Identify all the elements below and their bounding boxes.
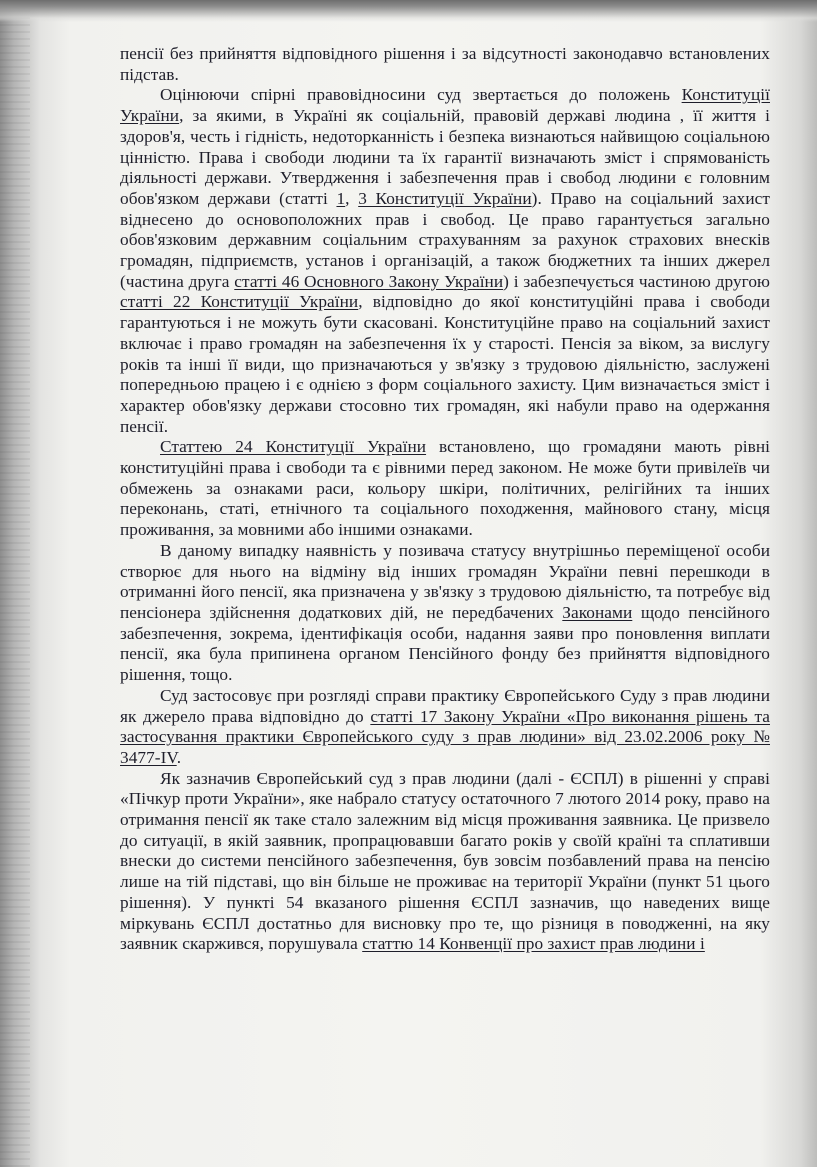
text: пенсії без прийняття відповідного рішення і за відсутності законодавчо встановлених підстав. [120,44,770,84]
link-law-3477[interactable]: статті 17 Закону України «Про виконання рішень та застосування практики Європейського суду з прав людини» від 23.02.2006 року № 3477-IV [120,706,770,767]
document-body [120,44,770,955]
text: ) і забезпечується частиною другою [503,271,770,291]
link-article-46[interactable]: статті 46 Основного Закону України [234,271,504,291]
paragraph-3 [120,437,770,541]
text: , відповідно до якої конституційні права і свободи гарантуються і не можуть бути скасовані. Конституційне право на соціальний захист включає і право громадян на забезпечення їх у старості. Пенсія за віком, за вислугу років та інші її види, що призначаються у зв'язку з трудовою діяльністю, заслужені попередньою працею і є однією з форм соціального захисту. Цим визначається зміст і характер обов'язку держави стосовно тих громадян, які набули право на одержання пенсії. [120,292,770,436]
link-laws[interactable]: Законами [562,602,633,622]
text: ). Право на соціальний захист віднесено до основоположних прав і свобод. Це право гарантується загально обов'язковим державним соціальним страхуванням за рахунок страхових внесків громадян, підприємств, установ і організацій, а також бюджетних та інших джерел (частина друга [120,188,770,291]
link-article-1[interactable]: 1 [336,188,346,208]
link-article-22[interactable]: статті 22 Конституції України [120,292,359,312]
link-article-24[interactable]: Статтею 24 Конституції України [160,437,427,457]
text: , за якими, в Україні як соціальній, правовій державі людина , її життя і здоров'я, честь і гідність, недоторканність і безпека визнаються найвищою соціальною цінністю. Права і свободи людини та їх гарантії визначають зміст і спрямованість діяльності держави. Утвердження і забезпечення прав і свобод людини є головним обов'язком держави (статті [120,106,770,208]
paragraph-4 [120,541,770,686]
text: Оцінюючи спірні правовідносини суд звертається до положень [160,85,682,105]
text: В даному випадку наявність у позивача статусу внутрішньо переміщеної особи створює для нього на відміну від інших громадян України певні перешкоди в отриманні його пенсії, яка призначена у зв'язку з трудовою діяльністю, та потребує від пенсіонера здійснення додаткових дій, не передбачених [120,540,770,622]
scan-edge-shadow [0,0,817,22]
text: Суд застосовує при розгляді справи практику Європейського Суду з прав людини як джерело права відповідно до [120,685,770,726]
text: Як зазначив Європейський суд з прав людини (далі - ЄСПЛ) в рішенні у справі «Пічкур проти України», яке набрало статусу остаточного 7 лютого 2014 року, право на отримання пенсії як таке стало залежним від місця проживання заявника. Це призвело до ситуації, в якій заявник, пропрацювавши багато років у своїй країні та сплативши внески до системи пенсійного забезпечення, був зовсім позбавлений права на пенсію лише на тій підставі, що він більше не проживає на території України (пункт 51 цього рішення). У пункті 54 вказаного рішення ЄСПЛ зазначив, що наведених вище міркувань ЄСПЛ достатньо для висновку про те, що різниця в поводженні, на яку заявник скаржився, порушувала [120,768,770,954]
link-constitution[interactable]: Конституції України [120,85,770,126]
link-article-3[interactable]: 3 Конституції України [358,188,532,208]
paragraph-6 [120,769,770,955]
text: щодо пенсійного забезпечення, зокрема, ідентифікація особи, надання заяви про поновлення виплати пенсії, яка була припинена органом Пенсійного фонду без прийняття відповідного рішення, тощо. [120,602,770,685]
link-convention-article-14[interactable]: статтю 14 Конвенції про захист прав людини і [362,934,705,954]
paragraph-5 [120,686,770,769]
text: , [345,188,359,208]
text: встановлено, що громадяни мають рівні конституційні права і свободи та є рівними перед законом. Не може бути привілеїв чи обмежень за ознаками раси, кольору шкіри, політичних, релігійних та інших переконань, статі, етнічного та соціального походження, майнового стану, місця проживання, за мовними або іншими ознаками. [120,437,770,540]
paragraph-2 [120,85,770,437]
text: . [176,747,182,767]
paragraph-1 [120,44,770,85]
